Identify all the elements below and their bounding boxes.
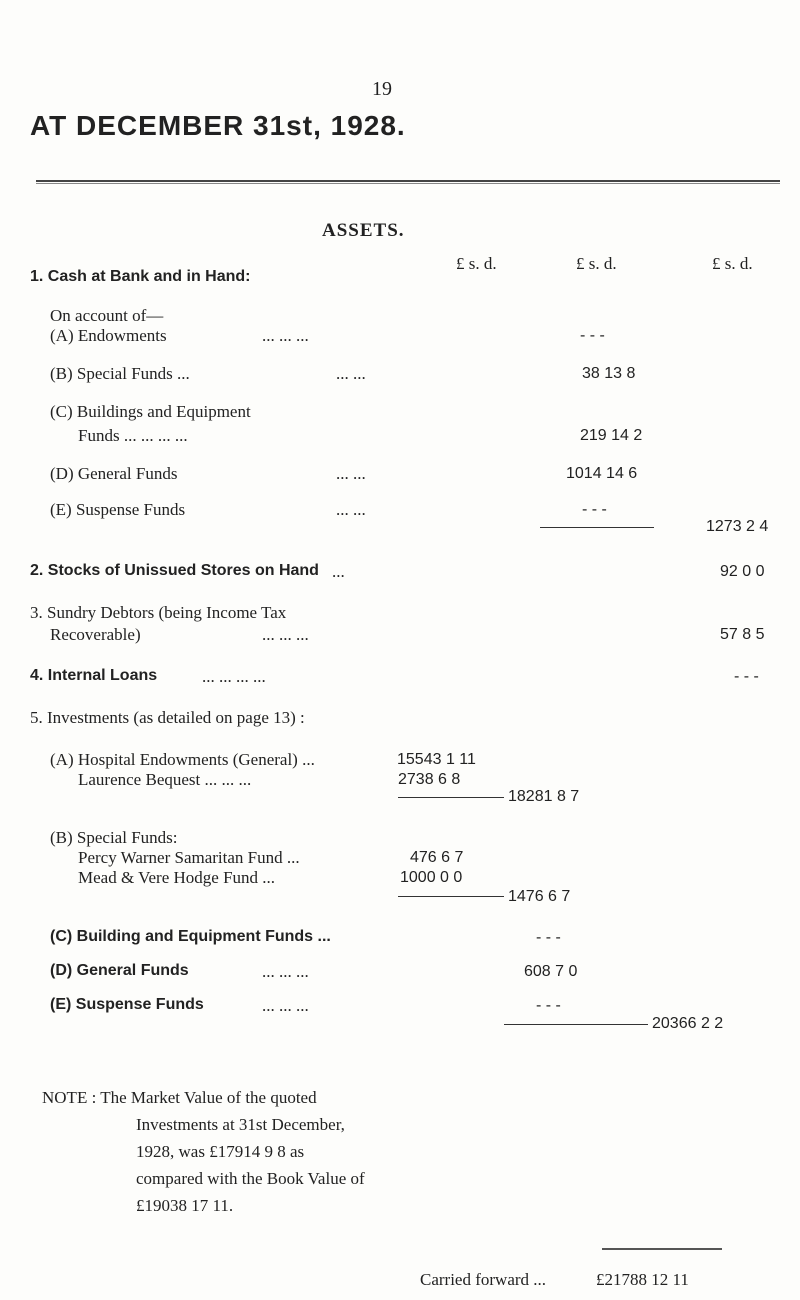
laurence-label: Laurence Bequest ... ... ... — [78, 770, 252, 789]
stocks-dots: ... — [332, 562, 345, 581]
invest-e-value: - - - — [536, 997, 561, 1014]
debtors-label-2: Recoverable) — [50, 625, 141, 644]
note-line-2: Investments at 31st December, — [136, 1115, 345, 1134]
invest-b-subtotal-rule — [398, 896, 504, 897]
cash-b-value: 38 13 8 — [582, 365, 636, 382]
percy-value: 476 6 7 — [410, 849, 464, 866]
note-line-4: compared with the Book Value of — [136, 1169, 365, 1188]
note-line-5: £19038 17 11. — [136, 1196, 234, 1215]
cash-total: 1273 2 4 — [706, 518, 769, 535]
cash-a-dots: ... ... ... — [262, 326, 309, 345]
cash-d-dots: ... ... — [336, 464, 366, 483]
cash-e-dots: ... ... — [336, 500, 366, 519]
carried-forward-value: £21788 12 11 — [596, 1270, 689, 1289]
invest-e-label: (E) Suspense Funds — [50, 996, 204, 1013]
carried-forward-rule — [602, 1248, 722, 1250]
cash-subtotal-rule — [540, 527, 654, 528]
investments-label: 5. Investments (as detailed on page 13) : — [30, 708, 305, 727]
debtors-total: 57 8 5 — [720, 626, 765, 643]
note-line-1: NOTE : The Market Value of the quoted — [42, 1088, 317, 1107]
invest-subtotal-rule — [504, 1024, 648, 1025]
cash-e-value: - - - — [582, 501, 607, 518]
cash-b-label: (B) Special Funds ... — [50, 364, 190, 383]
cash-label: 1. Cash at Bank and in Hand: — [30, 268, 251, 285]
stocks-label: 2. Stocks of Unissued Stores on Hand — [30, 562, 319, 579]
invest-b-label: (B) Special Funds: — [50, 828, 178, 847]
page-heading: AT DECEMBER 31st, 1928. — [30, 110, 406, 141]
column-header-1: £ s. d. — [456, 254, 497, 273]
assets-title: ASSETS. — [322, 220, 405, 241]
percy-label: Percy Warner Samaritan Fund ... — [78, 848, 300, 867]
debtors-label-1: 3. Sundry Debtors (being Income Tax — [30, 603, 287, 622]
invest-a-subtotal-rule — [398, 797, 504, 798]
heading-rule — [36, 180, 780, 182]
invest-a-label: (A) Hospital Endowments (General) ... — [50, 750, 315, 769]
invest-c-label: (C) Building and Equipment Funds ... — [50, 928, 331, 945]
note-line-3: 1928, was £17914 9 8 as — [136, 1142, 305, 1161]
mead-value: 1000 0 0 — [400, 869, 463, 886]
invest-d-dots: ... ... ... — [262, 962, 309, 981]
stocks-total: 92 0 0 — [720, 563, 765, 580]
cash-c-label-2: Funds ... ... ... ... — [78, 426, 188, 445]
invest-e-dots: ... ... ... — [262, 996, 309, 1015]
cash-d-label: (D) General Funds — [50, 464, 178, 483]
carried-forward-label: Carried forward ... — [420, 1270, 547, 1289]
invest-b-total: 1476 6 7 — [508, 888, 571, 905]
debtors-dots: ... ... ... — [262, 625, 309, 644]
cash-e-label: (E) Suspense Funds — [50, 500, 186, 519]
invest-a-total: 18281 8 7 — [508, 788, 580, 805]
page-number: 19 — [372, 78, 392, 100]
invest-d-value: 608 7 0 — [524, 963, 578, 980]
loans-dots: ... ... ... ... — [202, 667, 266, 686]
cash-b-dots: ... ... — [336, 364, 366, 383]
cash-d-value: 1014 14 6 — [566, 465, 638, 482]
cash-c-value: 219 14 2 — [580, 427, 643, 444]
cash-a-value: - - - — [580, 327, 605, 344]
heading-rule-thin — [36, 183, 780, 184]
invest-a-value: 15543 1 11 — [397, 751, 476, 768]
column-header-2: £ s. d. — [576, 254, 617, 273]
loans-label: 4. Internal Loans — [30, 667, 158, 684]
invest-d-label: (D) General Funds — [50, 962, 189, 979]
cash-sub-intro: On account of— — [50, 306, 164, 325]
investments-total: 20366 2 2 — [652, 1015, 724, 1032]
loans-total: - - - — [734, 668, 759, 685]
cash-a-label: (A) Endowments — [50, 326, 167, 345]
cash-c-label-1: (C) Buildings and Equipment — [50, 402, 251, 421]
laurence-value: 2738 6 8 — [398, 771, 461, 788]
mead-label: Mead & Vere Hodge Fund ... — [78, 868, 276, 887]
invest-c-value: - - - — [536, 929, 561, 946]
column-header-3: £ s. d. — [712, 254, 753, 273]
